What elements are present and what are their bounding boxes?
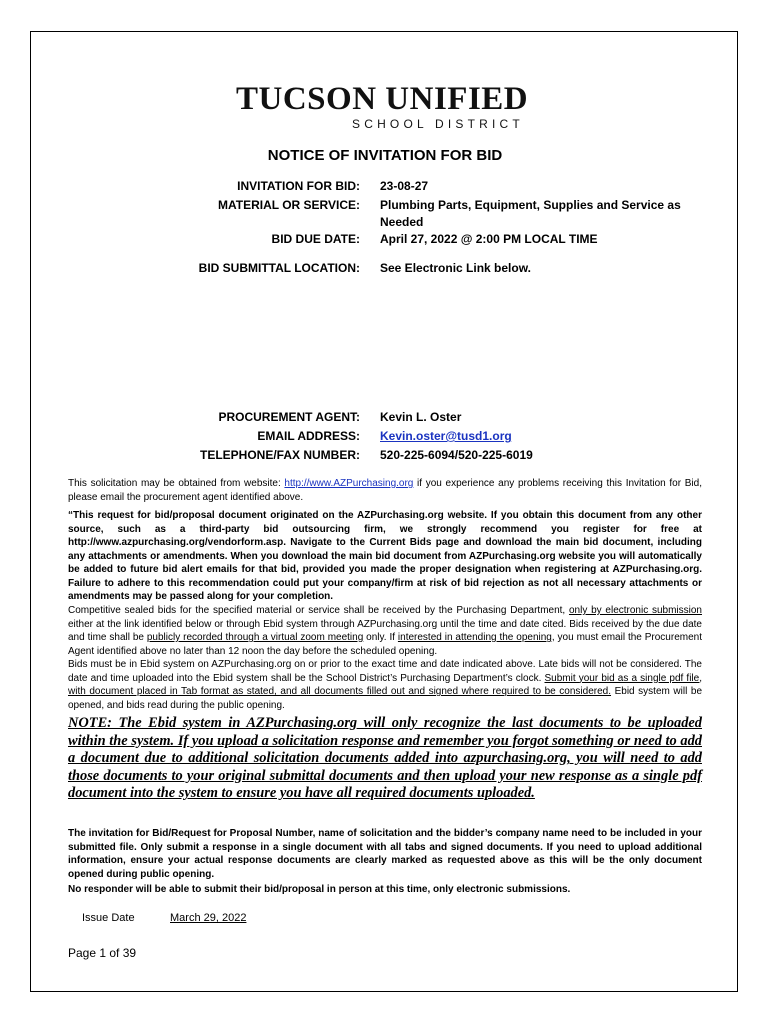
district-logo-title: TUCSON UNIFIED (236, 81, 529, 117)
sealed-bids-text-a: Competitive sealed bids for the specified material or service shall be received by the Purchasing Department, (68, 605, 569, 616)
due-date-value: April 27, 2022 @ 2:00 PM LOCAL TIME (380, 232, 598, 246)
sealed-bids-text-b: only by electronic submission (568, 605, 702, 616)
in-person-notice: No responder will be able to submit their bid/proposal in person at this time, only electronic submissions. (68, 884, 571, 895)
district-logo-subtitle: SCHOOL DISTRICT (352, 117, 524, 131)
ebid-paragraph (68, 658, 702, 712)
ebid-text-b: Submit your bid as a single pdf file, with document placed in Tab format as stated, and all documents filled out and signed where required to be considered. (68, 672, 702, 697)
procurement-agent-label: PROCUREMENT AGENT: (218, 410, 360, 424)
material-value-line2: Needed (380, 215, 424, 229)
sealed-bids-text-e: only. If (363, 632, 398, 643)
sealed-bids-text-g: , you must email the Procurement Agent identified above no later than 12 noon the day before the scheduled opening. (68, 632, 702, 657)
invitation-value: 23-08-27 (380, 179, 429, 193)
ebid-text-c: Ebid system will be opened, and bids read during the public opening. (68, 686, 703, 711)
sealed-bids-paragraph (68, 604, 702, 658)
issue-date-label: Issue Date (82, 912, 135, 924)
submittal-location-value: See Electronic Link below. (380, 261, 531, 275)
azpurchasing-link[interactable]: http://www.AZPurchasing.org (284, 478, 414, 489)
phone-label: TELEPHONE/FAX NUMBER: (199, 448, 360, 462)
solicitation-text-after: if you experience any problems receiving this Invitation for Bid, please email the procurement agent identified above. (68, 478, 702, 503)
sealed-bids-text-f: interested in attending the opening (397, 632, 552, 643)
ebid-note: NOTE: The Ebid system in AZPurchasing.org will only recognize the last documents to be uploaded within the system. If you upload a solicitation response and remember you forgot something or need to add a document due to additional solicitation documents added into azpurchasing.org, you will need to add those documents to your original submittal documents and then upload your new response as a single pdf document into the system to ensure you have all required documents uploaded. (68, 715, 702, 802)
issue-date-value: March 29, 2022 (170, 912, 247, 924)
submission-requirements-paragraph: The invitation for Bid/Request for Proposal Number, name of solicitation and the bidder’s company name need to be included in your submitted file. Only submit a response in a single document with all tabs and signed documents. If you need to upload additional information, ensure your actual response documents are clearly marked as requested above as this will be the only document opened during public opening. (68, 828, 702, 880)
procurement-agent-value: Kevin L. Oster (380, 410, 462, 424)
submittal-location-label: BID SUBMITTAL LOCATION: (198, 261, 360, 275)
due-date-label: BID DUE DATE: (271, 232, 360, 246)
solicitation-text-before: This solicitation may be obtained from website: (68, 478, 285, 489)
page-number: Page 1 of 39 (68, 946, 137, 960)
phone-value: 520-225-6094/520-225-6019 (380, 448, 533, 462)
material-value-line1: Plumbing Parts, Equipment, Supplies and Service as (380, 198, 681, 212)
sealed-bids-text-d: publicly recorded through a virtual zoom meeting (146, 632, 364, 643)
email-label: EMAIL ADDRESS: (257, 429, 360, 443)
document-title: NOTICE OF INVITATION FOR BID (267, 147, 503, 164)
material-label: MATERIAL OR SERVICE: (217, 198, 360, 212)
ebid-text-a: Bids must be in Ebid system on AZPurchasing.org on or prior to the exact time and date indicated above. Late bids will not be considered. The date and time uploaded into the Ebid system shall be the School District’s Purchasing Department’s clock. (68, 659, 702, 684)
solicitation-paragraph (68, 477, 702, 504)
origin-notice-paragraph: “This request for bid/proposal document originated on the AZPurchasing.org website. If you obtain this document from any other source, such as a third-party bid outsourcing firm, we strongly recommend you register for free at http://www.azpurchasing.org/vendorform.asp. Navigate to the Current Bids page and download the main bid document, including any attachments or amendments. When you download the main bid document from AZPurchasing.org website you will automatically be added to future bid alert emails for that bid, provided you made the proper designation when registering at AZPurchasing.org. Failure to adhere to this recommendation could put your company/firm at risk of bid rejection as not all necessary attachments or amendments may be passed along for your completion. (68, 510, 702, 602)
invitation-label: INVITATION FOR BID: (237, 179, 360, 193)
sealed-bids-text-c: either at the link identified below or through Ebid system through AZPurchasing.org until the time and date cited. Bids received by the due date and time shall be (68, 618, 702, 643)
email-link[interactable]: Kevin.oster@tusd1.org (380, 429, 512, 443)
